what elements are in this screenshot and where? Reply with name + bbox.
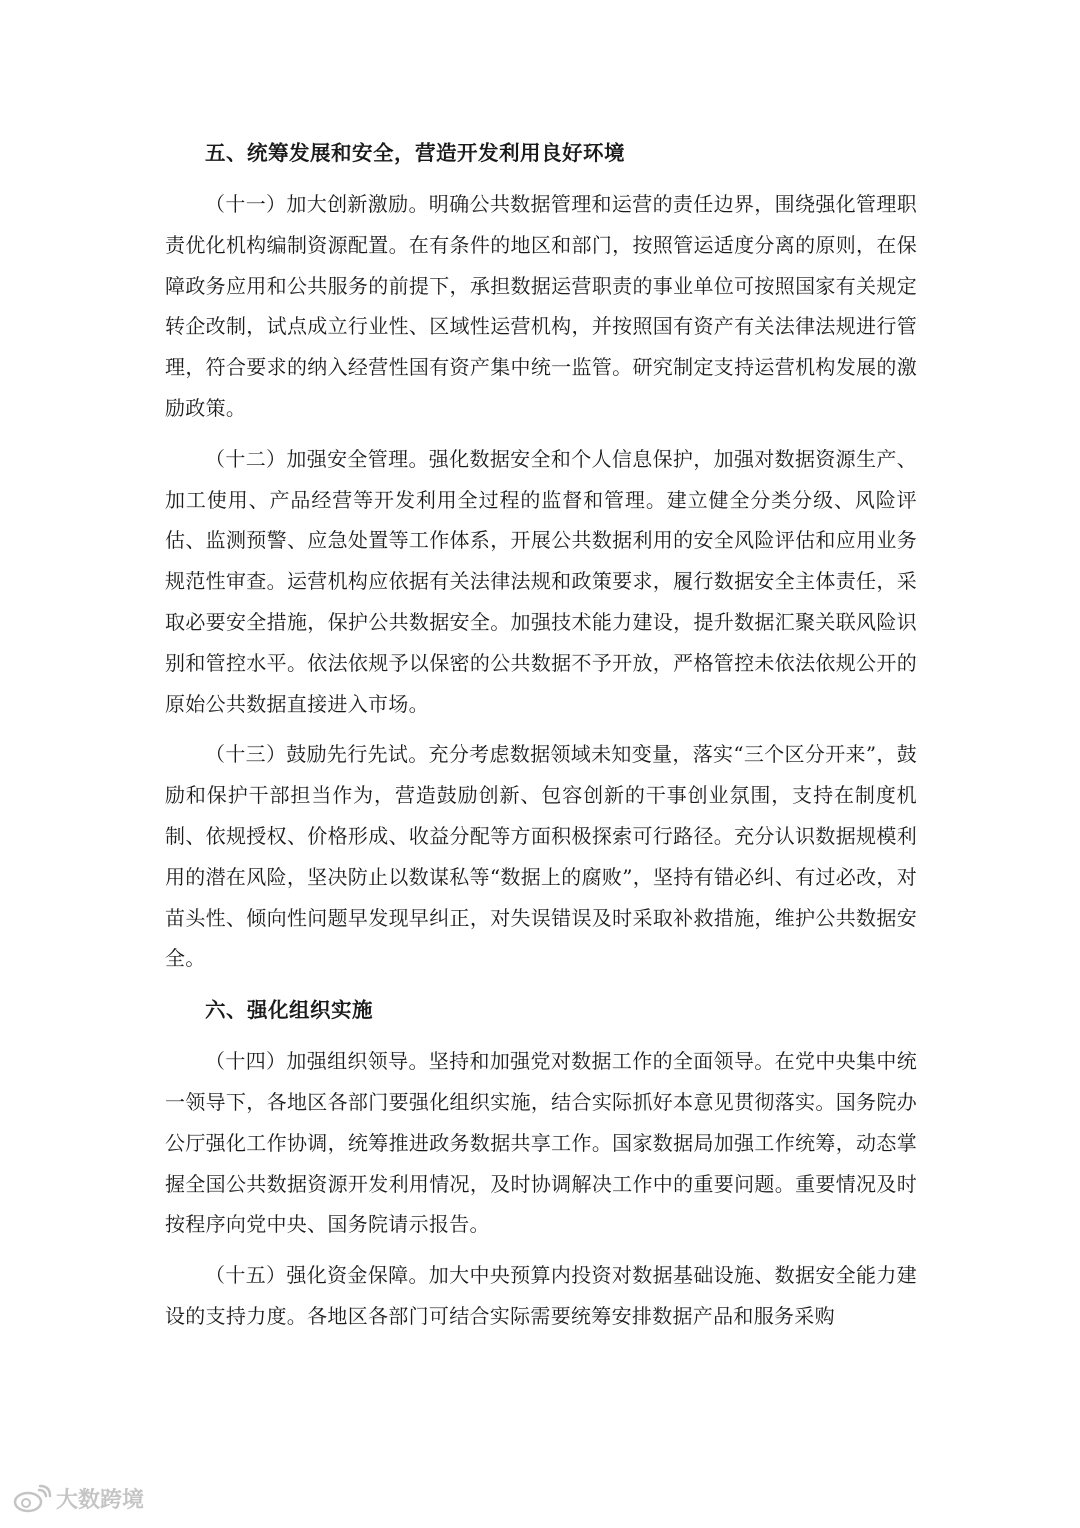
paragraph-15: （十五）强化资金保障。加大中央预算内投资对数据基础设施、数据安全能力建设的支持力度。各地区各部门可结合实际需要统筹安排数据产品和服务采购 [165, 1263, 917, 1328]
section-5 [165, 132, 917, 979]
weibo-logo-icon [12, 1484, 52, 1514]
paragraph-14: （十四）加强组织领导。坚持和加强党对数据工作的全面领导。在党中央集中统一领导下，各地区各部门要强化组织实施，结合实际抓好本意见贯彻落实。国务院办公厅强化工作协调，统筹推进政务数据共享工作。国家数据局加强工作统筹，动态掌握全国公共数据资源开发利用情况，及时协调解决工作中的重要问题。重要情况及时按程序向党中央、国务院请示报告。 [165, 1049, 917, 1237]
watermark-text: 大数跨境 [56, 1488, 145, 1513]
section-heading: 六、强化组织实施 [205, 998, 373, 1023]
document-body [165, 132, 917, 1347]
paragraph-11: （十一）加大创新激励。明确公共数据管理和运营的责任边界，围绕强化管理职责优化机构编制资源配置。在有条件的地区和部门，按照管运适度分离的原则，在保障政务应用和公共服务的前提下，承担数据运营职责的事业单位可按照国家有关规定转企改制，试点成立行业性、区域性运营机构，并按照国有资产有关法律法规进行管理，符合要求的纳入经营性国有资产集中统一监管。研究制定支持运营机构发展的激励政策。 [165, 192, 917, 420]
paragraph-12: （十二）加强安全管理。强化数据安全和个人信息保护，加强对数据资源生产、加工使用、产品经营等开发利用全过程的监督和管理。建立健全分类分级、风险评估、监测预警、应急处置等工作体系，开展公共数据利用的安全风险评估和应用业务规范性审查。运营机构应依据有关法律法规和政策要求，履行数据安全主体责任，采取必要安全措施，保护公共数据安全。加强技术能力建设，提升数据汇聚关联风险识别和管控水平。依法依规予以保密的公共数据不予开放，严格管控未依法依规公开的原始公共数据直接进入市场。 [165, 446, 917, 716]
paragraph-13: （十三）鼓励先行先试。充分考虑数据领域未知变量，落实“三个区分开来”，鼓励和保护干部担当作为，营造鼓励创新、包容创新的干事创业氛围，支持在制度机制、依规授权、价格形成、收益分配等方面积极探索可行路径。充分认识数据规模利用的潜在风险，坚决防止以数谋私等“数据上的腐败”，坚持有错必纠、有过必改，对苗头性、倾向性问题早发现早纠正，对失误错误及时采取补救措施，维护公共数据安全。 [165, 742, 917, 971]
section-6 [165, 989, 917, 1337]
section-heading: 五、统筹发展和安全，营造开发利用良好环境 [205, 141, 625, 165]
watermark [12, 1483, 144, 1514]
